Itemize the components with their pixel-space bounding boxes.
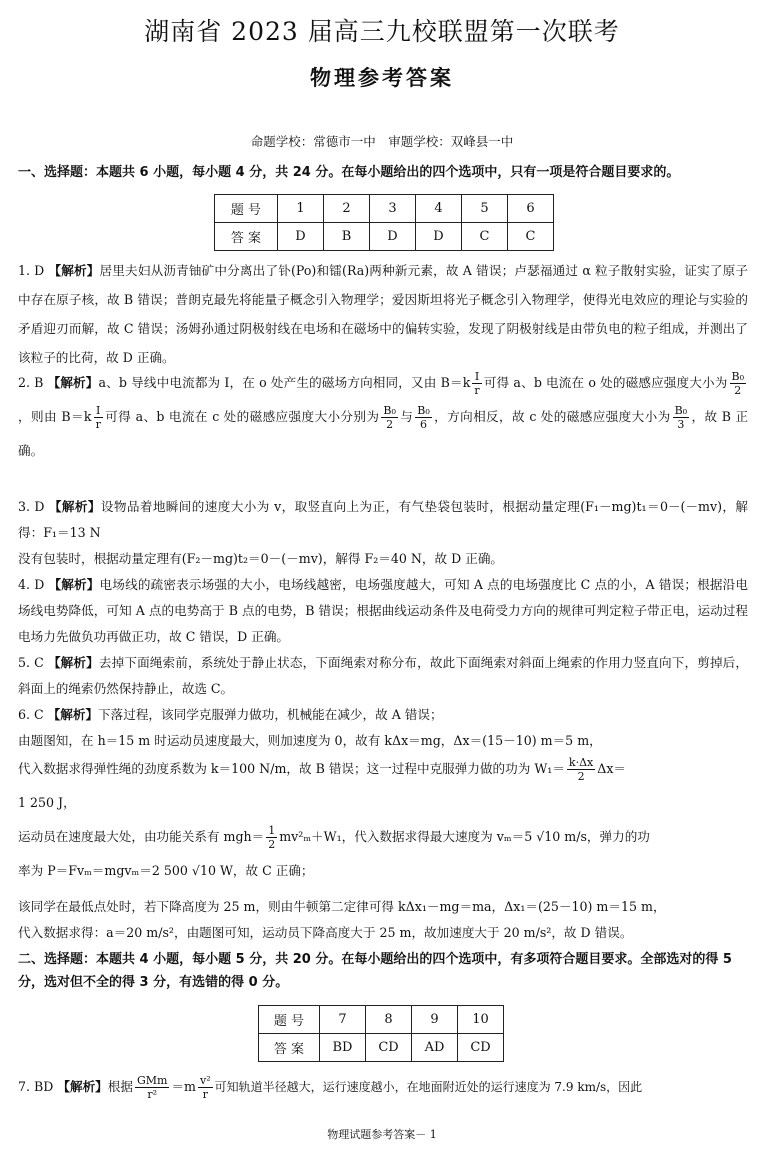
solution-text: 可得 a、b 电流在 c 处的磁感应强度大小分别为 [104, 409, 380, 424]
solution-text: 电场线的疏密表示场强的大小，电场线越密，电场强度越大，可知 A 点的电场强度比 C 点的小，A 错误；根据沿电场线电势降低，可知 A 点的电势高于 B 点的电势，B 错误；根据曲线运动条件及电荷受力方向的规律可判定粒子带正电，运动过程电场力先做负功再做正功，故 C 错误，D 正确。 [18, 577, 749, 644]
question-number: 2. B [18, 375, 44, 390]
numerator: B₀ [383, 404, 396, 417]
analysis-tag: 【解析】 [48, 577, 100, 592]
solution-text: 设物品着地瞬间的速度大小为 v，取竖直向上为正，有气垫袋包装时，根据动量定理(F₁－mg)t₁＝0－(－mv)，解得：F₁＝13 N [18, 499, 748, 540]
solution-text: 没有包装时，根据动量定理有(F₂－mg)t₂＝0－(－mv)，解得 F₂＝40 N，故 D 正确。 [18, 551, 504, 566]
solution-text: 下落过程，该同学克服弹力做功，机械能在减少，故 A 错误； [98, 707, 443, 722]
numerator: B₀ [731, 370, 744, 383]
denominator: 2 [386, 418, 394, 431]
solution-q2 [18, 366, 748, 468]
table-cell: C [508, 223, 554, 251]
table-cell: D [416, 223, 462, 251]
row-label-answer: 答 案 [215, 223, 278, 251]
analysis-tag: 【解析】 [48, 263, 100, 278]
table-cell: 5 [462, 195, 508, 223]
numerator: k·Δx [568, 756, 594, 769]
solution-q4 [18, 572, 748, 650]
numerator: B₀ [674, 404, 688, 417]
solution-text: ，则由 B＝k [18, 409, 92, 424]
table-cell: D [278, 223, 324, 251]
solution-text: 率为 P＝Fvₘ＝mgvₘ＝2 500 √10 W，故 C 正确； [18, 863, 314, 878]
question-number: 1. D [18, 263, 45, 278]
table-cell: 2 [324, 195, 370, 223]
solution-q5 [18, 650, 748, 702]
analysis-tag: 【解析】 [47, 707, 99, 722]
solution-text: 去掉下面绳索前，系统处于静止状态，下面绳索对称分布，故此下面绳索对斜面上绳索的作用力竖直向下，剪掉后，斜面上的绳索仍然保持静止，故选 C。 [18, 655, 749, 696]
row-label-question: 题 号 [215, 195, 278, 223]
table-cell: 8 [366, 1006, 412, 1034]
fraction-GMm-over-r2 [135, 1074, 169, 1101]
solution-text: ＝m [171, 1079, 196, 1094]
table-row-answers [215, 223, 554, 251]
solution-text: 根据 [107, 1079, 133, 1094]
solution-text: 1 250 J， [18, 795, 76, 810]
denominator: 2 [577, 770, 585, 783]
solution-text: 可得 a、b 电流在 o 处的磁感应强度大小为 [483, 375, 728, 390]
solution-text: 代入数据求得弹性绳的劲度系数为 k＝100 N/m，故 B 错误；这一过程中克服弹力做的功为 W₁＝ [18, 761, 565, 776]
table-cell: C [462, 223, 508, 251]
answer-key-subtitle: 物理参考答案 [310, 66, 454, 90]
solution-text: 与 [399, 409, 414, 424]
table-cell: AD [412, 1034, 458, 1062]
denominator: 3 [677, 418, 685, 431]
denominator: r [95, 418, 101, 431]
table-cell: 6 [508, 195, 554, 223]
denominator: r² [147, 1088, 158, 1101]
analysis-tag: 【解析】 [48, 499, 101, 514]
numerator: I [94, 404, 103, 418]
numerator: v² [199, 1074, 211, 1087]
fraction-B0-over-2 [381, 404, 398, 431]
question-number: 7. BD [18, 1079, 54, 1094]
fraction-one-half [266, 824, 277, 851]
table-cell: D [370, 223, 416, 251]
question-number: 6. C [18, 707, 44, 722]
section2-heading: 二、选择题：本题共 4 小题，每小题 5 分，共 20 分。在每小题给出的四个选项中，有多项符合题目要求。全部选对的得 5 分，选对但不全的得 3 分，有选错的得 0 分。 [18, 952, 732, 990]
solution-text: 该同学在最低点处时，若下降高度为 25 m，则由牛顿第二定律可得 kΔx₁－mg＝ma，Δx₁＝(25－10) m＝15 m， [18, 899, 666, 914]
table-cell: CD [366, 1034, 412, 1062]
question-number: 3. D [18, 499, 45, 514]
solution-q6-cont [18, 752, 748, 888]
table-row-questions [259, 1006, 504, 1034]
table-cell: 1 [278, 195, 324, 223]
solution-text: mv²ₘ＋W₁，代入数据求得最大速度为 vₘ＝5 √10 m/s，弹力的功 [279, 829, 650, 844]
analysis-tag: 【解析】 [47, 375, 99, 390]
solution-text: 可知轨道半径越大，运行速度越小，在地面附近处的运行速度为 7.9 km/s，因此 [214, 1080, 643, 1094]
table-cell: 3 [370, 195, 416, 223]
solution-text: 代入数据求得：a＝20 m/s²，由题图可知，运动员下降高度大于 25 m，故加速度大于 20 m/s²，故 D 错误。 [18, 925, 633, 940]
fraction-B0-over-2 [730, 370, 747, 397]
solution-q6 [18, 702, 748, 754]
solution-text: ，故 B 正确。 [18, 409, 749, 458]
section1-answer-table [214, 194, 554, 251]
denominator: r [202, 1088, 208, 1101]
analysis-tag: 【解析】 [57, 1079, 108, 1094]
solution-q3 [18, 494, 748, 572]
denominator: 2 [268, 838, 276, 851]
table-cell: BD [320, 1034, 366, 1062]
solution-q1 [18, 256, 748, 372]
table-cell: B [324, 223, 370, 251]
table-cell: CD [458, 1034, 504, 1062]
solution-text: Δx＝ [597, 761, 627, 776]
fraction-B0-over-3 [673, 404, 690, 431]
table-cell: 4 [416, 195, 462, 223]
table-cell: 7 [320, 1006, 366, 1034]
numerator: B₀ [417, 404, 430, 417]
school-credits: 命题学校：常德市一中 审题学校：双峰县一中 [250, 134, 514, 149]
fraction-I-over-r [472, 370, 481, 397]
numerator: GMm [136, 1074, 168, 1087]
denominator: 2 [734, 384, 742, 397]
page-footer: 物理试题参考答案－ 1 [327, 1128, 437, 1141]
table-row-questions [215, 195, 554, 223]
question-number: 5. C [18, 655, 44, 670]
row-label-answer: 答 案 [259, 1034, 320, 1062]
analysis-tag: 【解析】 [47, 655, 99, 670]
fraction-k-dx-over-2 [567, 756, 595, 783]
question-number: 4. D [18, 577, 45, 592]
section1-heading: 一、选择题：本题共 6 小题，每小题 4 分，共 24 分。在每小题给出的四个选项中，只有一项是符合题目要求的。 [18, 165, 680, 180]
solution-text: 居里夫妇从沥青铀矿中分离出了钋(Po)和镭(Ra)两种新元素，故 A 错误；卢瑟福通过 α 粒子散射实验，证实了原子中存在原子核，故 B 错误；普朗克最先将能量子概念引入物理学；爱因斯坦将光子概念引入物理学，使得光电效应的理论与实验的矛盾迎刃而解，故 C 错误；汤姆孙通过阴极射线在电场和在磁场中的偏转实验，发现了阴极射线是由带负电的粒子组成，并测出了该粒子的比荷，故 D 正确。 [18, 263, 749, 365]
numerator: I [472, 370, 481, 384]
exam-title: 湖南省 2023 届高三九校联盟第一次联考 [144, 17, 620, 46]
numerator: 1 [268, 824, 276, 837]
section2-answer-table [258, 1005, 504, 1062]
solution-q7 [18, 1070, 748, 1104]
fraction-B0-over-6 [415, 404, 432, 431]
denominator: r [474, 384, 480, 397]
table-cell: 9 [412, 1006, 458, 1034]
solution-q6-end [18, 894, 748, 946]
row-label-question: 题 号 [259, 1006, 320, 1034]
solution-text: ，方向相反，故 c 处的磁感应强度大小为 [433, 409, 671, 424]
fraction-v2-over-r [198, 1074, 213, 1101]
fraction-I-over-r [94, 404, 103, 431]
table-row-answers [259, 1034, 504, 1062]
solution-text: 由题图知，在 h＝15 m 时运动员速度最大，则加速度为 0，故有 kΔx＝mg，Δx＝(15－10) m＝5 m， [18, 733, 602, 748]
denominator: 6 [420, 418, 427, 431]
solution-text: a、b 导线中电流都为 I，在 o 处产生的磁场方向相同，又由 B＝k [98, 375, 471, 390]
solution-text: 运动员在速度最大处，由功能关系有 mgh＝ [18, 829, 265, 844]
table-cell: 10 [458, 1006, 504, 1034]
